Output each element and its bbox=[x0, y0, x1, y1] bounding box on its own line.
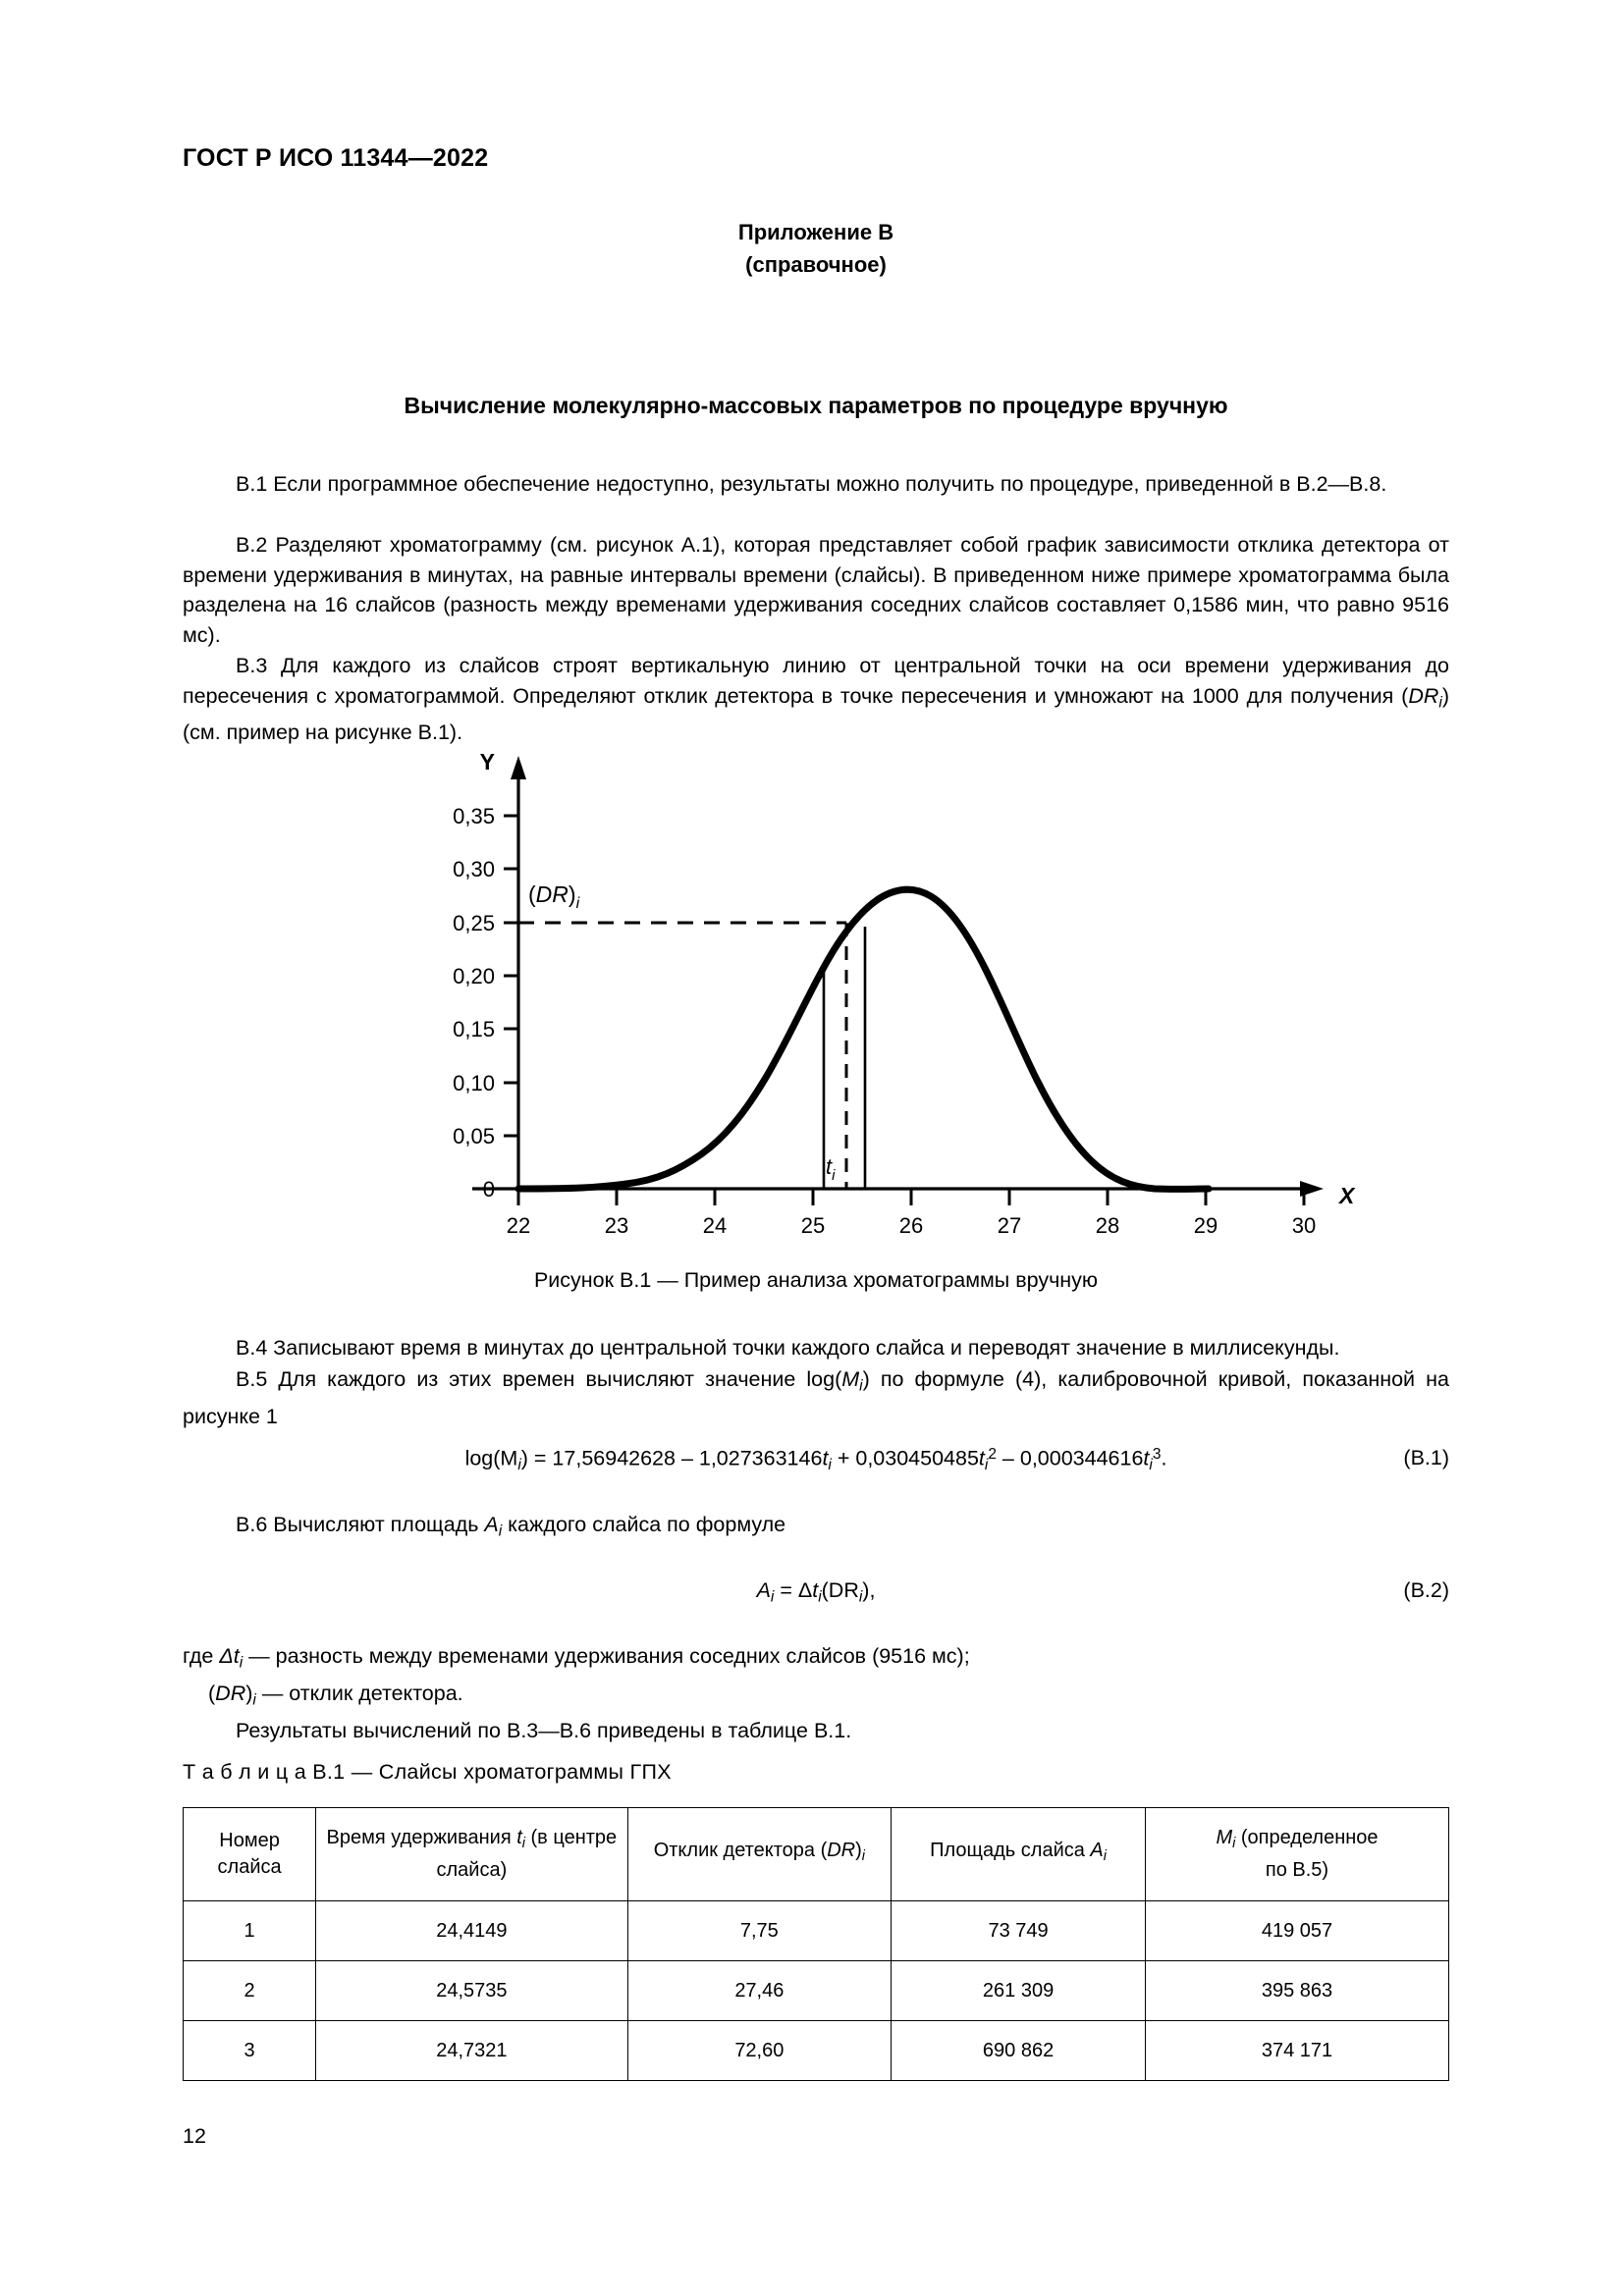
annex-heading bbox=[183, 216, 1449, 281]
slices-table bbox=[183, 1807, 1449, 2081]
header-slice-area-symbol: A bbox=[1090, 1840, 1104, 1862]
header-retention-time-sub: i bbox=[521, 1836, 525, 1852]
x-tick-25: 25 bbox=[800, 1213, 826, 1238]
table-header-row bbox=[184, 1808, 1449, 1901]
where-dr-open: ( bbox=[208, 1681, 216, 1705]
header-retention-time-pre: Время удерживания bbox=[326, 1826, 517, 1848]
paragraph-b3-part1: В.3 Для каждого из слайсов строят вертикальную линию от центральной точки на оси времени удерживания до пересечения с хроматограммой. Определяют отклик детектора в точке пересечения и умножают на 1000 для получения ( bbox=[183, 654, 1449, 708]
formula-b1-mid1: + 0,030450485 bbox=[831, 1446, 979, 1470]
m-symbol: M bbox=[841, 1367, 860, 1391]
y-tick-030: 0,30 bbox=[453, 857, 495, 881]
formula-b2-dr-sub: i bbox=[858, 1588, 863, 1606]
table-row bbox=[184, 1961, 1449, 2021]
header-retention-time-line2: слайса) bbox=[436, 1859, 508, 1882]
y-tick-010: 0,10 bbox=[453, 1071, 495, 1095]
x-tick-22: 22 bbox=[506, 1213, 531, 1238]
where-definitions bbox=[183, 1641, 1449, 1745]
formula-b1-m-sub: i bbox=[517, 1456, 521, 1473]
chromatogram-plot bbox=[183, 742, 1449, 1257]
paragraph-b5 bbox=[183, 1364, 1449, 1431]
paragraph-b5-text bbox=[183, 1364, 1449, 1431]
table-header bbox=[184, 1808, 1449, 1901]
y-axis-tick-labels bbox=[453, 804, 495, 1201]
y-axis-ticks bbox=[504, 816, 518, 1189]
where-def-dt: — разность между временами удерживания соседних слайсов (9516 мс); bbox=[243, 1644, 970, 1668]
cell-slice-area: 261 309 bbox=[892, 1961, 1146, 2021]
formula-b1-mid2: – 0,000344616 bbox=[996, 1446, 1144, 1470]
ti-annotation-label: $t_i$ bbox=[826, 1154, 836, 1184]
header-molar-mass-symbol: M bbox=[1216, 1826, 1233, 1848]
dr-annotation-label: $(DR)_i$ bbox=[528, 881, 580, 912]
header-detector-response-pre: Отклик детектора ( bbox=[653, 1840, 828, 1862]
header-molar-mass-post: (определенное bbox=[1235, 1826, 1379, 1848]
cell-molar-mass: 419 057 bbox=[1145, 1901, 1448, 1961]
paragraph-b4 bbox=[183, 1333, 1449, 1363]
formula-b1-pow3: 3 bbox=[1152, 1446, 1162, 1463]
formula-b2-row bbox=[183, 1578, 1449, 1606]
paragraph-b3-part2: ) (см. пример на рисунке В.1). bbox=[183, 683, 1449, 745]
header-detector-response-post: ) bbox=[855, 1840, 862, 1862]
paragraph-b5-part2: ) по формуле (4), калибровочной кривой, показанной на рисунке 1 bbox=[183, 1367, 1449, 1428]
cell-molar-mass: 395 863 bbox=[1145, 1961, 1448, 2021]
cell-slice-area: 73 749 bbox=[892, 1901, 1146, 1961]
formula-b1-t1-sub: i bbox=[828, 1456, 832, 1473]
header-retention-time-symbol: t bbox=[516, 1826, 522, 1848]
x-tick-24: 24 bbox=[702, 1213, 728, 1238]
paragraph-b1-text: В.1 Если программное обеспечение недоступно, результаты можно получить по процедуре, приведенной в В.2—В.8. bbox=[236, 472, 1387, 496]
y-tick-005: 0,05 bbox=[453, 1124, 495, 1148]
formula-b1-t2-sub: i bbox=[984, 1456, 989, 1473]
formula-b1-row bbox=[183, 1446, 1449, 1474]
where-lead: где bbox=[183, 1644, 220, 1668]
delta-t-subscript: i bbox=[239, 1654, 244, 1672]
header-slice-number-line1: Номер bbox=[219, 1830, 280, 1851]
header-molar-mass-sub: i bbox=[1232, 1836, 1236, 1852]
x-axis-tick-labels bbox=[507, 1213, 1316, 1238]
dr-symbol: DR bbox=[1408, 683, 1439, 708]
x-tick-23: 23 bbox=[604, 1213, 629, 1238]
paragraph-b6-part2: каждого слайса по формуле bbox=[502, 1513, 786, 1536]
where-row-dr bbox=[183, 1679, 1449, 1716]
formula-b2-t-sub: i bbox=[818, 1588, 822, 1606]
x-tick-27: 27 bbox=[997, 1213, 1022, 1238]
where-def-dr: — отклик детектора. bbox=[255, 1681, 463, 1705]
x-tick-28: 28 bbox=[1095, 1213, 1120, 1238]
formula-b2-eq: = Δ bbox=[774, 1578, 813, 1602]
where-dr-symbol: DR bbox=[215, 1681, 246, 1705]
header-detector-response-symbol: DR bbox=[827, 1840, 856, 1862]
cell-retention-time: 24,4149 bbox=[316, 1901, 627, 1961]
header-slice-number bbox=[184, 1808, 316, 1901]
y-tick-025: 0,25 bbox=[453, 911, 495, 935]
table-row bbox=[184, 1901, 1449, 1961]
formula-b1-t1: t bbox=[822, 1446, 829, 1470]
header-retention-time bbox=[316, 1808, 627, 1901]
m-subscript: i bbox=[859, 1377, 863, 1395]
header-molar-mass-line2: по В.5) bbox=[1265, 1859, 1329, 1882]
formula-b1-number: (В.1) bbox=[1403, 1446, 1449, 1469]
a-subscript: i bbox=[498, 1522, 503, 1540]
header-slice-area-sub: i bbox=[1103, 1848, 1107, 1865]
results-note: Результаты вычислений по В.3—В.6 приведены в таблице В.1. bbox=[236, 1718, 852, 1742]
formula-b1-t3-sub: i bbox=[1149, 1456, 1153, 1473]
formula-b1 bbox=[183, 1446, 1449, 1474]
paragraph-b4-text: В.4 Записывают время в минутах до центральной точки каждого слайса и переводят значение в миллисекунды. bbox=[236, 1336, 1340, 1360]
x-axis-label: X bbox=[1339, 1183, 1355, 1208]
y-axis-arrow bbox=[511, 756, 526, 779]
header-slice-number-line2: слайса bbox=[217, 1856, 282, 1878]
cell-detector-response: 7,75 bbox=[627, 1901, 892, 1961]
paragraph-b2 bbox=[183, 530, 1449, 650]
cell-detector-response: 27,46 bbox=[627, 1961, 892, 2021]
x-tick-30: 30 bbox=[1291, 1213, 1317, 1238]
cell-slice-number: 1 bbox=[184, 1901, 316, 1961]
paragraph-b6-part1: В.6 Вычисляют площадь bbox=[236, 1513, 485, 1536]
table-caption: Т а б л и ц а В.1 — Слайсы хроматограммы ГПХ bbox=[183, 1760, 672, 1784]
header-slice-area bbox=[892, 1808, 1146, 1901]
formula-b1-lhs: log(M bbox=[464, 1446, 518, 1470]
y-tick-015: 0,15 bbox=[453, 1017, 495, 1041]
where-row-dt bbox=[183, 1641, 1449, 1679]
paragraph-b5-part1: В.5 Для каждого из этих времен вычисляют значение log( bbox=[236, 1367, 842, 1391]
table-body bbox=[184, 1901, 1449, 2081]
header-detector-response bbox=[627, 1808, 892, 1901]
formula-b2 bbox=[183, 1578, 1449, 1606]
figure-b1 bbox=[183, 742, 1449, 1257]
cell-retention-time: 24,7321 bbox=[316, 2021, 627, 2081]
formula-b2-a-sub: i bbox=[770, 1588, 775, 1606]
where-dr-close: ) bbox=[245, 1681, 253, 1705]
cell-slice-number: 2 bbox=[184, 1961, 316, 2021]
annex-line-1: Приложение В bbox=[737, 220, 894, 244]
formula-b1-end: . bbox=[1161, 1446, 1167, 1470]
paragraph-b6-text bbox=[183, 1510, 1449, 1547]
cell-detector-response: 72,60 bbox=[627, 2021, 892, 2081]
paragraph-b1 bbox=[183, 469, 1449, 500]
y-axis-label: Y bbox=[479, 749, 495, 774]
formula-b2-a: A bbox=[756, 1578, 771, 1602]
a-symbol: A bbox=[484, 1513, 499, 1536]
chromatogram-curve bbox=[518, 889, 1209, 1189]
x-tick-29: 29 bbox=[1193, 1213, 1218, 1238]
table-row bbox=[184, 2021, 1449, 2081]
y-tick-0: 0 bbox=[482, 1177, 495, 1201]
figure-caption: Рисунок В.1 — Пример анализа хроматограммы вручную bbox=[533, 1268, 1099, 1292]
paragraph-b6 bbox=[183, 1510, 1449, 1547]
formula-b2-number: (В.2) bbox=[1403, 1578, 1449, 1602]
where-dr-subscript: i bbox=[252, 1691, 256, 1709]
x-tick-26: 26 bbox=[898, 1213, 924, 1238]
header-molar-mass bbox=[1145, 1808, 1448, 1901]
cell-slice-number: 3 bbox=[184, 2021, 316, 2081]
paragraph-b2-text: В.2 Разделяют хроматограмму (см. рисунок А.1), которая представляет собой график зависимости отклика детектора от времени удерживания в минутах, на равные интервалы времени (слайсы). В приведенном ниже примере хроматограмма была разделена на 16 слайсов (разность между временами удерживания соседних слайсов составляет 0,1586 мин, что равно 9516 мс). bbox=[183, 533, 1449, 647]
document-header: ГОСТ Р ИСО 11344—2022 bbox=[183, 144, 489, 172]
annex-line-2: (справочное) bbox=[745, 252, 887, 277]
cell-retention-time: 24,5735 bbox=[316, 1961, 627, 2021]
cell-molar-mass: 374 171 bbox=[1145, 2021, 1448, 2081]
formula-b1-pow2: 2 bbox=[988, 1446, 997, 1463]
dr-subscript: i bbox=[1438, 693, 1442, 711]
cell-slice-area: 690 862 bbox=[892, 2021, 1146, 2081]
y-tick-035: 0,35 bbox=[453, 804, 495, 828]
y-tick-020: 0,20 bbox=[453, 964, 495, 988]
page-number: 12 bbox=[183, 2124, 206, 2148]
header-retention-time-post: (в центре bbox=[524, 1826, 618, 1848]
paragraph-b3 bbox=[183, 651, 1449, 748]
formula-b1-lhs-end: ) = 17,56942628 – 1,027363146 bbox=[520, 1446, 823, 1470]
formula-b2-dr: (DR bbox=[821, 1578, 859, 1602]
formula-b1-t2: t bbox=[978, 1446, 985, 1470]
header-detector-response-sub: i bbox=[861, 1848, 865, 1865]
delta-t-symbol: Δt bbox=[219, 1644, 240, 1668]
formula-b1-t3: t bbox=[1143, 1446, 1150, 1470]
paragraph-b3-text bbox=[183, 651, 1449, 748]
formula-b2-t: t bbox=[812, 1578, 819, 1602]
page-title: Вычисление молекулярно-массовых параметров по процедуре вручную bbox=[404, 393, 1228, 418]
header-slice-area-pre: Площадь слайса bbox=[930, 1840, 1091, 1862]
formula-b2-end: ), bbox=[862, 1578, 876, 1602]
